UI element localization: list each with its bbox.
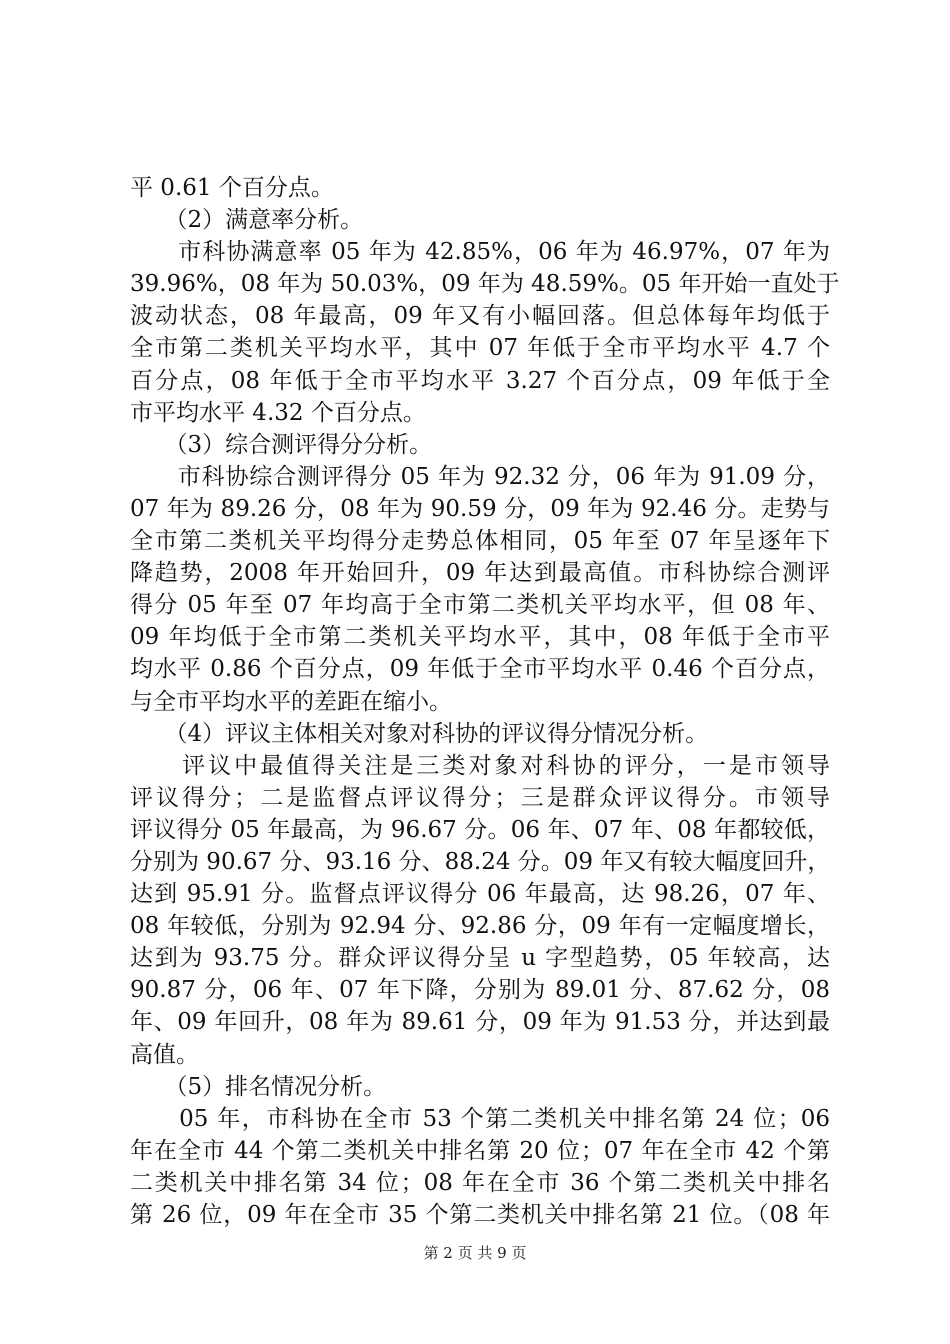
text-line: 08 年较低，分别为 92.94 分、92.86 分，09 年有一定幅度增长， [130, 913, 830, 940]
text-line: 与全市平均水平的差距在缩小。 [130, 688, 452, 715]
text-line: 09 年均低于全市第二类机关平均水平，其中，08 年低于全市平 [130, 624, 830, 651]
text-line: 百分点，08 年低于全市平均水平 3.27 个百分点，09 年低于全 [130, 367, 830, 394]
body-text [130, 172, 840, 1231]
text-line: 90.87 分，06 年、07 年下降，分别为 89.01 分、87.62 分，08 [130, 977, 830, 1004]
text-line: 评议得分 05 年最高，为 96.67 分。06 年、07 年、08 年都较低， [130, 816, 830, 843]
text-line: 高值。 [130, 1041, 199, 1068]
text-line: 05 年，市科协在全市 53 个第二类机关中排名第 24 位；06 [130, 1105, 830, 1132]
text-line: 达到 95.91 分。监督点评议得分 06 年最高，达 98.26，07 年、 [130, 881, 830, 908]
text-line: 第 26 位，09 年在全市 35 个第二类机关中排名第 21 位。（08 年 [130, 1202, 830, 1228]
text-line: 市科协满意率 05 年为 42.85%，06 年为 46.97%，07 年为 [130, 239, 830, 266]
text-line: 均水平 0.86 个百分点，09 年低于全市平均水平 0.46 个百分点， [130, 656, 830, 683]
text-line: 年、09 年回升，08 年为 89.61 分，09 年为 91.53 分，并达到最 [130, 1009, 830, 1036]
section-heading: （3）综合测评得分分析。 [130, 431, 433, 458]
text-line: 达到为 93.75 分。群众评议得分呈 u 字型趋势，05 年较高，达 [130, 945, 830, 972]
text-line: 年在全市 44 个第二类机关中排名第 20 位；07 年在全市 42 个第 [130, 1137, 830, 1164]
text-line: 市平均水平 4.32 个百分点。 [130, 399, 426, 426]
text-line: 全市第二类机关平均水平，其中 07 年低于全市平均水平 4.7 个 [130, 335, 830, 362]
text-line: 降趋势，2008 年开始回升，09 年达到最高值。市科协综合测评 [130, 560, 830, 587]
text-line: 市科协综合测评得分 05 年为 92.32 分，06 年为 91.09 分， [130, 463, 830, 490]
text-line: 平 0.61 个百分点。 [130, 175, 334, 201]
text-line: 07 年为 89.26 分，08 年为 90.59 分，09 年为 92.46 分。走势与 [130, 495, 830, 522]
section-heading: （4）评议主体相关对象对科协的评议得分情况分析。 [130, 720, 709, 747]
page-number: 第 2 页 共 9 页 [423, 1244, 527, 1262]
text-line: 评议中最值得关注是三类对象对科协的评分，一是市领导 [130, 752, 830, 779]
section-heading: （2）满意率分析。 [130, 207, 364, 234]
text-line: 二类机关中排名第 34 位；08 年在全市 36 个第二类机关中排名 [130, 1169, 830, 1196]
text-line: 评议得分；二是监督点评议得分；三是群众评议得分。市领导 [130, 784, 830, 811]
section-heading: （5）排名情况分析。 [130, 1073, 387, 1100]
text-line: 分别为 90.67 分、93.16 分、88.24 分。09 年又有较大幅度回升， [130, 848, 831, 875]
text-line: 波动状态，08 年最高，09 年又有小幅回落。但总体每年均低于 [130, 303, 830, 330]
text-line: 得分 05 年至 07 年均高于全市第二类机关平均水平，但 08 年、 [130, 592, 830, 619]
text-line: 39.96%，08 年为 50.03%，09 年为 48.59%。05 年开始一直处于 [130, 271, 840, 298]
text-line: 全市第二类机关平均得分走势总体相同，05 年至 07 年呈逐年下 [130, 528, 830, 555]
